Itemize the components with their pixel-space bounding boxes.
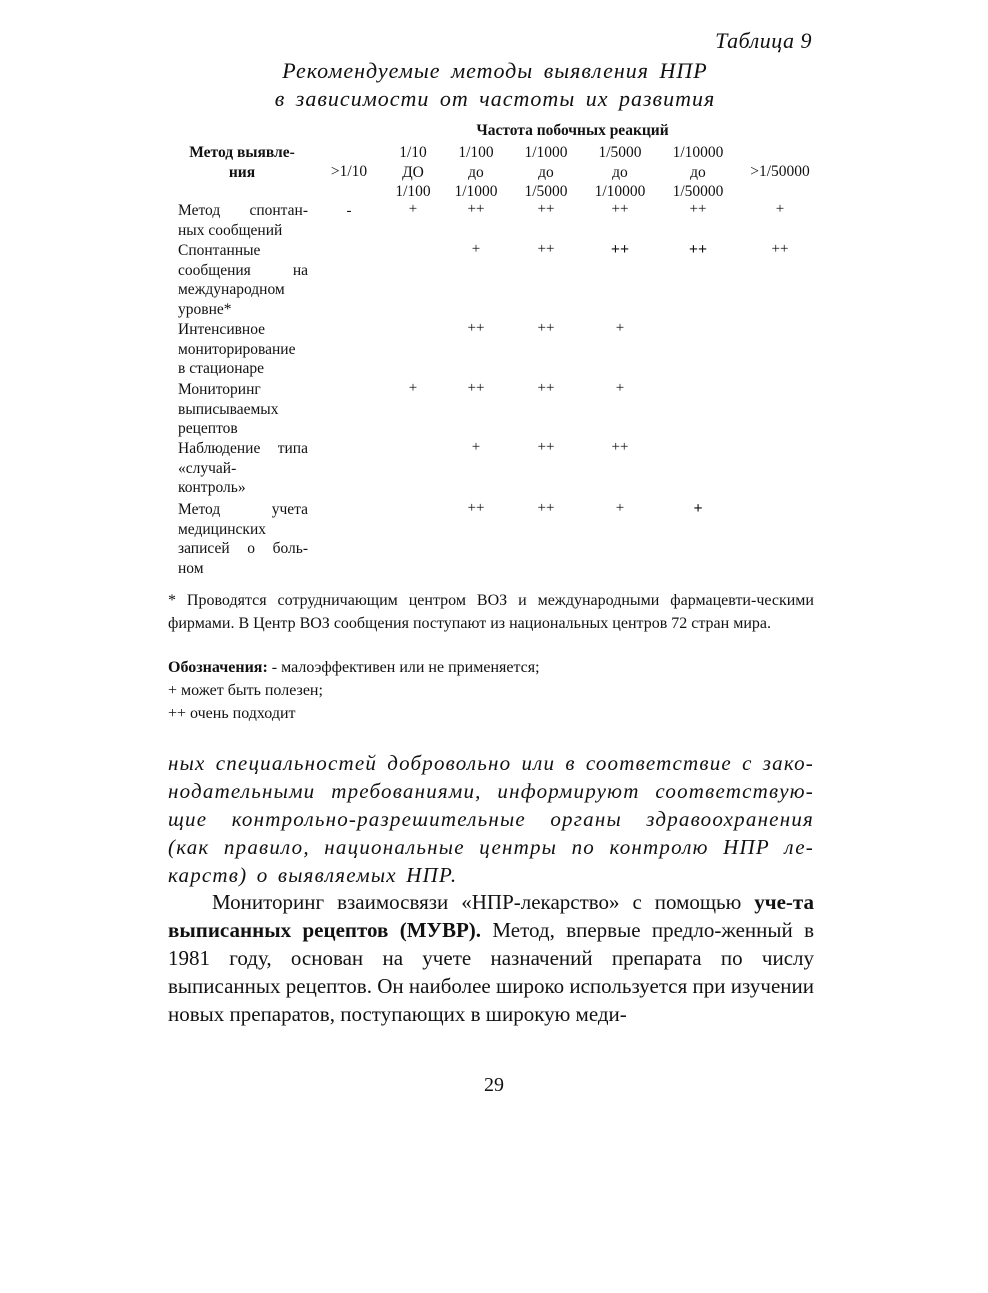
body-rest: Метод, впервые предло-женный в 1981 году, основан на учете назначений препарата по числу выписанных рецептов. Он наиболее широко используется при изучении новых препаратов, поступающих в широкую меди-	[168, 918, 814, 1026]
table-cell-mark: ++	[537, 380, 555, 396]
method-label-line: рецептов	[178, 420, 238, 437]
method-label-line: выписываемых	[178, 400, 279, 418]
table-footnote: * Проводятся сотрудничающим центром ВОЗ и международными фармацевти-ческими фирмами. В Центр ВОЗ сообщения поступают из национальных центров 72 стран мира.	[168, 592, 814, 632]
method-label-line: медицинских	[178, 520, 267, 538]
table-cell-mark: ++	[467, 380, 485, 396]
method-label-line: Мониторинг	[178, 381, 261, 398]
table-cell-mark: ++	[537, 320, 555, 336]
column-header-line: 1/50000	[672, 183, 724, 200]
body-paragraph	[168, 888, 814, 1028]
method-label-line: Спонтанные	[178, 242, 261, 259]
method-column-header	[172, 143, 312, 182]
table-title-line1: Рекомендуемые методы выявления НПР	[282, 58, 708, 83]
table-row-method	[178, 201, 308, 240]
table-cell-mark: +	[775, 201, 785, 217]
table-cell-mark: +	[408, 201, 418, 217]
page-number: 29	[484, 1074, 504, 1096]
table-row-method	[178, 380, 308, 439]
table-cell-mark: ++	[467, 201, 485, 217]
table-cell-mark: ++	[611, 439, 629, 455]
table-cell-mark: ++	[467, 320, 485, 336]
table-row-method	[178, 241, 308, 319]
legend-minus-text: - малоэффективен или не применяется;	[267, 659, 540, 676]
method-label-line: в стационаре	[178, 360, 265, 377]
table-cell-mark: +	[693, 500, 703, 517]
legend-plus: + может быть полезен;	[168, 682, 323, 699]
table-cell-mark: ++	[689, 201, 707, 217]
column-header-line: 1/100	[458, 144, 494, 161]
method-label-line: мониторирование	[178, 340, 296, 358]
column-header-line: 1/1000	[454, 183, 498, 200]
column-header-line: 1/10000	[594, 183, 646, 200]
column-header-line: до	[468, 163, 484, 181]
column-header-line: до	[612, 163, 628, 181]
table-row-method	[178, 500, 308, 578]
column-header-line: 1/5000	[524, 183, 568, 200]
table-number: Таблица 9	[715, 28, 812, 53]
method-label-line: Метод учета	[178, 501, 308, 518]
table-cell-mark: +	[615, 320, 625, 336]
table-cell-mark: ++	[611, 201, 629, 217]
frequency-header: Частота побочных реакций	[476, 122, 669, 139]
column-header-line: ДО	[402, 163, 424, 181]
table-cell-mark: +	[471, 439, 481, 455]
table-cell-mark: ++	[467, 500, 485, 516]
method-label-line: международном	[178, 281, 285, 298]
method-header-part1: Метод выявле-	[189, 144, 295, 161]
column-header-line: 1/100	[395, 183, 431, 200]
table-cell-mark: ++	[537, 500, 555, 516]
method-label-line: контроль»	[178, 479, 246, 496]
column-header-7	[735, 162, 825, 182]
method-label-line: Метод спонтан-	[178, 202, 308, 219]
method-header-part2: ния	[228, 163, 256, 181]
legend-plusplus: ++ очень подходит	[168, 705, 296, 722]
table-cell-mark: ++	[537, 201, 555, 217]
column-header-line: 1/10000	[672, 144, 724, 161]
column-header-line: >1/50000	[750, 163, 810, 180]
table-cell-mark: +	[408, 380, 418, 396]
table-title-line2: в зависимости от частоты их развития	[274, 86, 716, 111]
table-cell-mark: -	[346, 203, 352, 219]
table-cell-mark: ++	[771, 241, 789, 257]
table-cell-mark: +	[471, 241, 481, 257]
legend-minus	[168, 657, 540, 680]
column-header-line: >1/10	[330, 163, 368, 180]
table-row-method	[178, 320, 308, 379]
table-cell-mark: ++	[537, 439, 555, 455]
table-cell-mark: +	[615, 500, 625, 516]
table-cell-mark: ++	[610, 241, 630, 258]
column-header-line: 1/10	[399, 144, 427, 161]
table-row-method	[178, 439, 308, 498]
column-header-5	[575, 143, 665, 202]
table-cell-mark: ++	[688, 241, 708, 258]
column-header-6	[653, 143, 743, 202]
method-label-line: записей о боль-	[178, 540, 308, 557]
table-cell-mark: +	[615, 380, 625, 396]
body-intro: Мониторинг взаимосвязи «НПР-лекарство» с помощью	[212, 890, 755, 914]
method-label-line: сообщения на	[178, 261, 308, 279]
table-cell-mark: ++	[537, 241, 555, 257]
italic-paragraph: ных специальностей добровольно или в соответствие с зако-нодательными требованиями, информируют соответствую-щие контрольно-разрешительные органы здравоохранения (как правило, национальные центры по контролю НПР ле-карств) о выявляемых НПР.	[168, 751, 814, 887]
column-header-line: до	[690, 163, 706, 181]
method-label-line: уровне*	[178, 300, 232, 318]
column-header-line: 1/1000	[524, 144, 568, 161]
body-bold-term: уче-та выписанных рецептов (МУВР).	[168, 890, 814, 942]
method-label-line: «случай-	[178, 459, 237, 477]
column-header-line: до	[538, 163, 554, 181]
method-label-line: ных сообщений	[178, 221, 283, 239]
method-label-line: Интенсивное	[178, 321, 266, 338]
column-header-line: 1/5000	[598, 144, 642, 161]
method-label-line: ном	[178, 559, 204, 577]
method-label-line: Наблюдение типа	[178, 440, 308, 457]
legend-label: Обозначения:	[168, 659, 268, 676]
